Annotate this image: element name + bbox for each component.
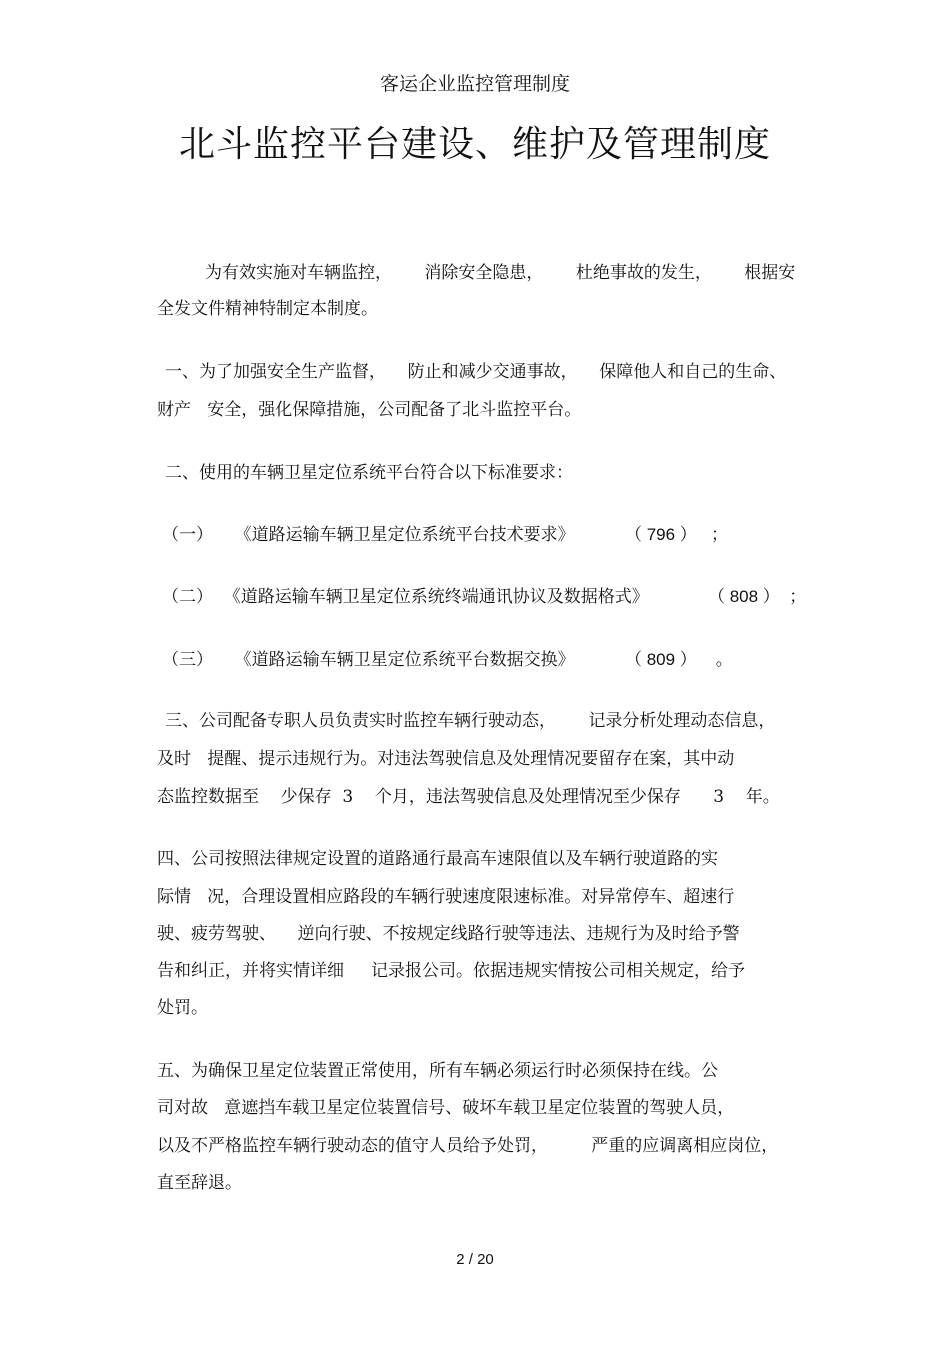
section5-line-1: 五、为确保卫星定位装置正常使用，所有车辆必须运行时必须保持在线。公 (157, 1061, 718, 1081)
intro-line-1: 为有效实施对车辆监控， 消除安全隐患， 杜绝事故的发生， 根据安 (205, 263, 796, 283)
section3-line-2: 及时 提醒、提示违规行为。对违法驾驶信息及处理情况要留存在案，其中动 (157, 749, 735, 769)
intro-line-2: 全发文件精神特制定本制度。 (157, 299, 378, 319)
document-title: 北斗监控平台建设、维护及管理制度 (178, 124, 771, 165)
running-header: 客运企业监控管理制度 (379, 73, 570, 95)
standard-3-title: （三） 《道路运输车辆卫星定位系统平台数据交换》 (162, 650, 575, 670)
section3-line-3: 态监控数据至 少保存 3 个月，违法驾驶信息及处理情况至少保存 3 年。 (157, 787, 780, 807)
section4-line-4: 告和纠正，并将实情详细 记录报公司。依据违规实情按公司相关规定，给予 (157, 961, 746, 981)
standard-3-code: （ 809 ） 。 (625, 650, 733, 669)
section4-line-2: 际情 况，合理设置相应路段的车辆行驶速度限速标准。对异常停车、超速行 (157, 887, 735, 907)
section1-line-1: 一、为了加强安全生产监督， 防止和减少交通事故， 保障他人和自己的生命、 (165, 362, 787, 382)
section3-line-1: 三、公司配备专职人员负责实时监控车辆行驶动态， 记录分析处理动态信息， (165, 711, 776, 731)
standard-1-code: （ 796 ） ； (625, 525, 728, 544)
section5-line-3: 以及不严格监控车辆行驶动态的值守人员给予处罚， 严重的应调离相应岗位， (157, 1136, 779, 1156)
section4-line-1: 四、公司按照法律规定设置的道路通行最高车速限值以及车辆行驶道路的实 (157, 849, 718, 869)
section5-line-2: 司对故 意遮挡车载卫星定位装置信号、破坏车载卫星定位装置的驾驶人员， (157, 1098, 735, 1118)
section1-line-2: 财产 安全，强化保障措施，公司配备了北斗监控平台。 (157, 400, 582, 420)
section5-line-4: 直至辞退。 (157, 1173, 242, 1193)
section4-line-3: 驶、疲劳驾驶、 逆向行驶、不按规定线路行驶等违法、违规行为及时给予警 (157, 924, 740, 944)
standard-1-title: （一） 《道路运输车辆卫星定位系统平台技术要求》 (162, 525, 575, 545)
section4-line-5: 处罚。 (157, 998, 208, 1018)
standard-2-title: （二） 《道路运输车辆卫星定位系统终端通讯协议及数据格式》 (162, 587, 649, 607)
section2-heading: 二、使用的车辆卫星定位系统平台符合以下标准要求： (165, 463, 573, 483)
page-number: 2 / 20 (456, 1251, 494, 1268)
standard-2-code: （ 808 ） ； (708, 587, 807, 606)
